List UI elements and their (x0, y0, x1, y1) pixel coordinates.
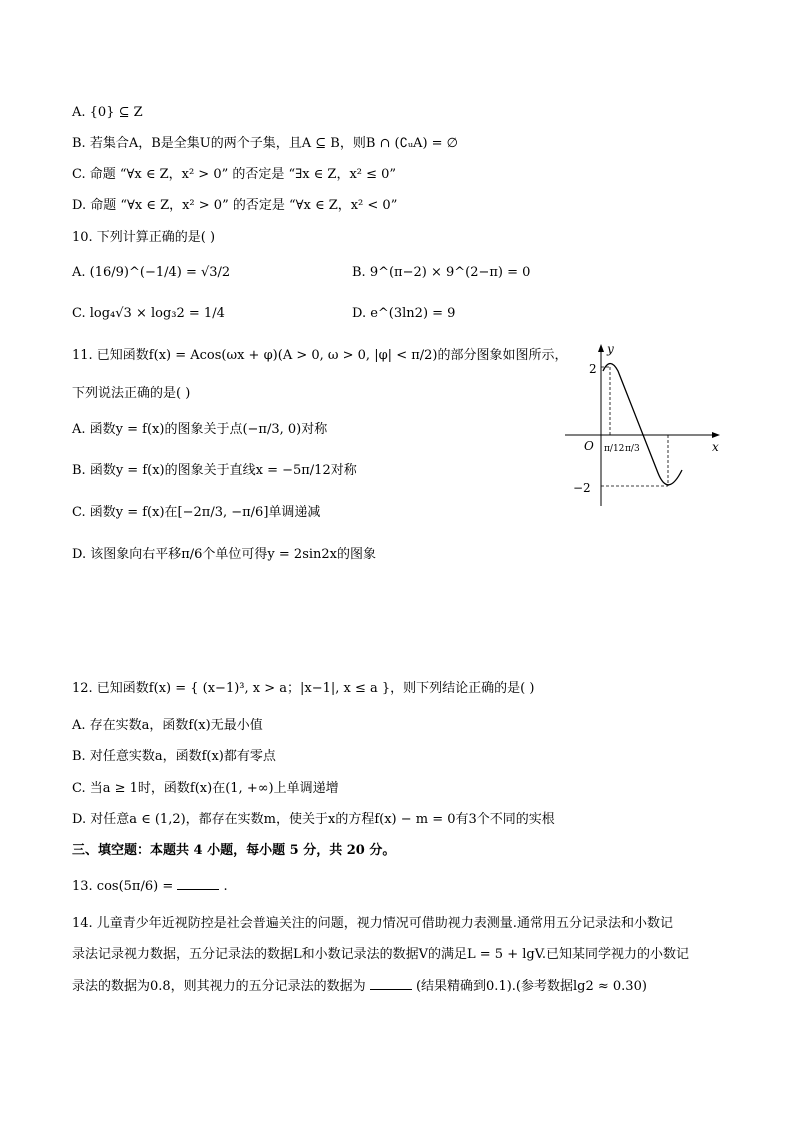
q11-option-b: B. 函数y = f(x)的图象关于直线x = −5π/12对称 (72, 463, 357, 478)
x-axis-label: x (712, 440, 719, 454)
q14-answer-blank[interactable] (370, 977, 412, 990)
q14-line3 (72, 977, 647, 996)
q10-option-c: C. log₄√3 × log₃2 = 1/4 (72, 306, 225, 321)
q11-stem-line1: 11. 已知函数f(x) = Acos(ωx + φ)(A > 0, ω > 0, |φ| < π/2)的部分图象如图所示， (72, 348, 568, 363)
q14-line1: 14. 儿童青少年近视防控是社会普遍关注的问题，视力情况可借助视力表测量.通常用五分记录法和小数记 (72, 916, 673, 931)
q9-option-c: C. 命题 “∀x ∈ Z，x² > 0” 的否定是 “∃x ∈ Z，x² ≤ 0” (72, 167, 397, 182)
q11-option-d: D. 该图象向右平移π/6个单位可得y = 2sin2x的图象 (72, 547, 376, 562)
q9-option-b: B. 若集合A，B是全集U的两个子集，且A ⊆ B，则B ∩ (∁ᵤA) = ∅ (72, 136, 458, 151)
tick-pi-3-label: π/3 (625, 444, 640, 454)
q11-option-c: C. 函数y = f(x)在[−2π/3, −π/6]单调递减 (72, 505, 321, 520)
cosine-curve (603, 364, 682, 485)
q13-text: 13. cos(5π/6) = (72, 879, 174, 894)
q10-option-d: D. e^(3ln2) = 9 (352, 306, 456, 321)
q14-line3-text: 录法的数据为0.8，则其视力的五分记录法的数据为 (72, 979, 366, 994)
q11-stem-line2: 下列说法正确的是( ) (72, 386, 191, 401)
q10-stem: 10. 下列计算正确的是( ) (72, 230, 216, 245)
origin-label: O (584, 439, 594, 453)
q13-answer-blank[interactable] (177, 877, 219, 890)
q9-option-d: D. 命题 “∀x ∈ Z，x² > 0” 的否定是 “∀x ∈ Z，x² < 0” (72, 198, 398, 213)
section-3-header: 三、填空题：本题共 4 小题，每小题 5 分，共 20 分。 (72, 843, 396, 858)
q14-line3-suffix: (结果精确到0.1).(参考数据lg2 ≈ 0.30) (415, 979, 647, 994)
q11-option-a: A. 函数y = f(x)的图象关于点(−π/3, 0)对称 (72, 422, 328, 437)
q10-option-a: A. (16/9)^(−1/4) = √3/2 (72, 265, 231, 280)
x-axis-arrow (712, 432, 720, 438)
q12-option-a: A. 存在实数a，函数f(x)无最小值 (72, 718, 263, 733)
q13-end: . (223, 879, 228, 894)
q9-option-a: A. {0} ⊆ Z (72, 105, 143, 120)
q12-option-d: D. 对任意a ∈ (1,2)，都存在实数m，使关于x的方程f(x) − m = 0有3个不同的实根 (72, 812, 555, 827)
cosine-graph (560, 338, 730, 508)
y-axis-label: y (607, 342, 614, 356)
q14-line2: 录法记录视力数据，五分记录法的数据L和小数记录法的数据V的满足L = 5 + lgV.已知某同学视力的小数记 (72, 947, 689, 962)
max-value-label: 2 (589, 362, 597, 376)
q10-option-b: B. 9^(π−2) × 9^(2−π) = 0 (352, 265, 531, 280)
y-axis-arrow (598, 344, 604, 352)
min-value-label: −2 (573, 481, 591, 495)
q12-stem: 12. 已知函数f(x) = { (x−1)³, x > a；|x−1|, x ≤ a }，则下列结论正确的是( ) (72, 681, 535, 696)
q12-option-b: B. 对任意实数a，函数f(x)都有零点 (72, 749, 276, 764)
tick-pi-12-label: π/12 (604, 444, 625, 454)
q13 (72, 877, 228, 896)
q12-option-c: C. 当a ≥ 1时，函数f(x)在(1, +∞)上单调递增 (72, 781, 339, 796)
